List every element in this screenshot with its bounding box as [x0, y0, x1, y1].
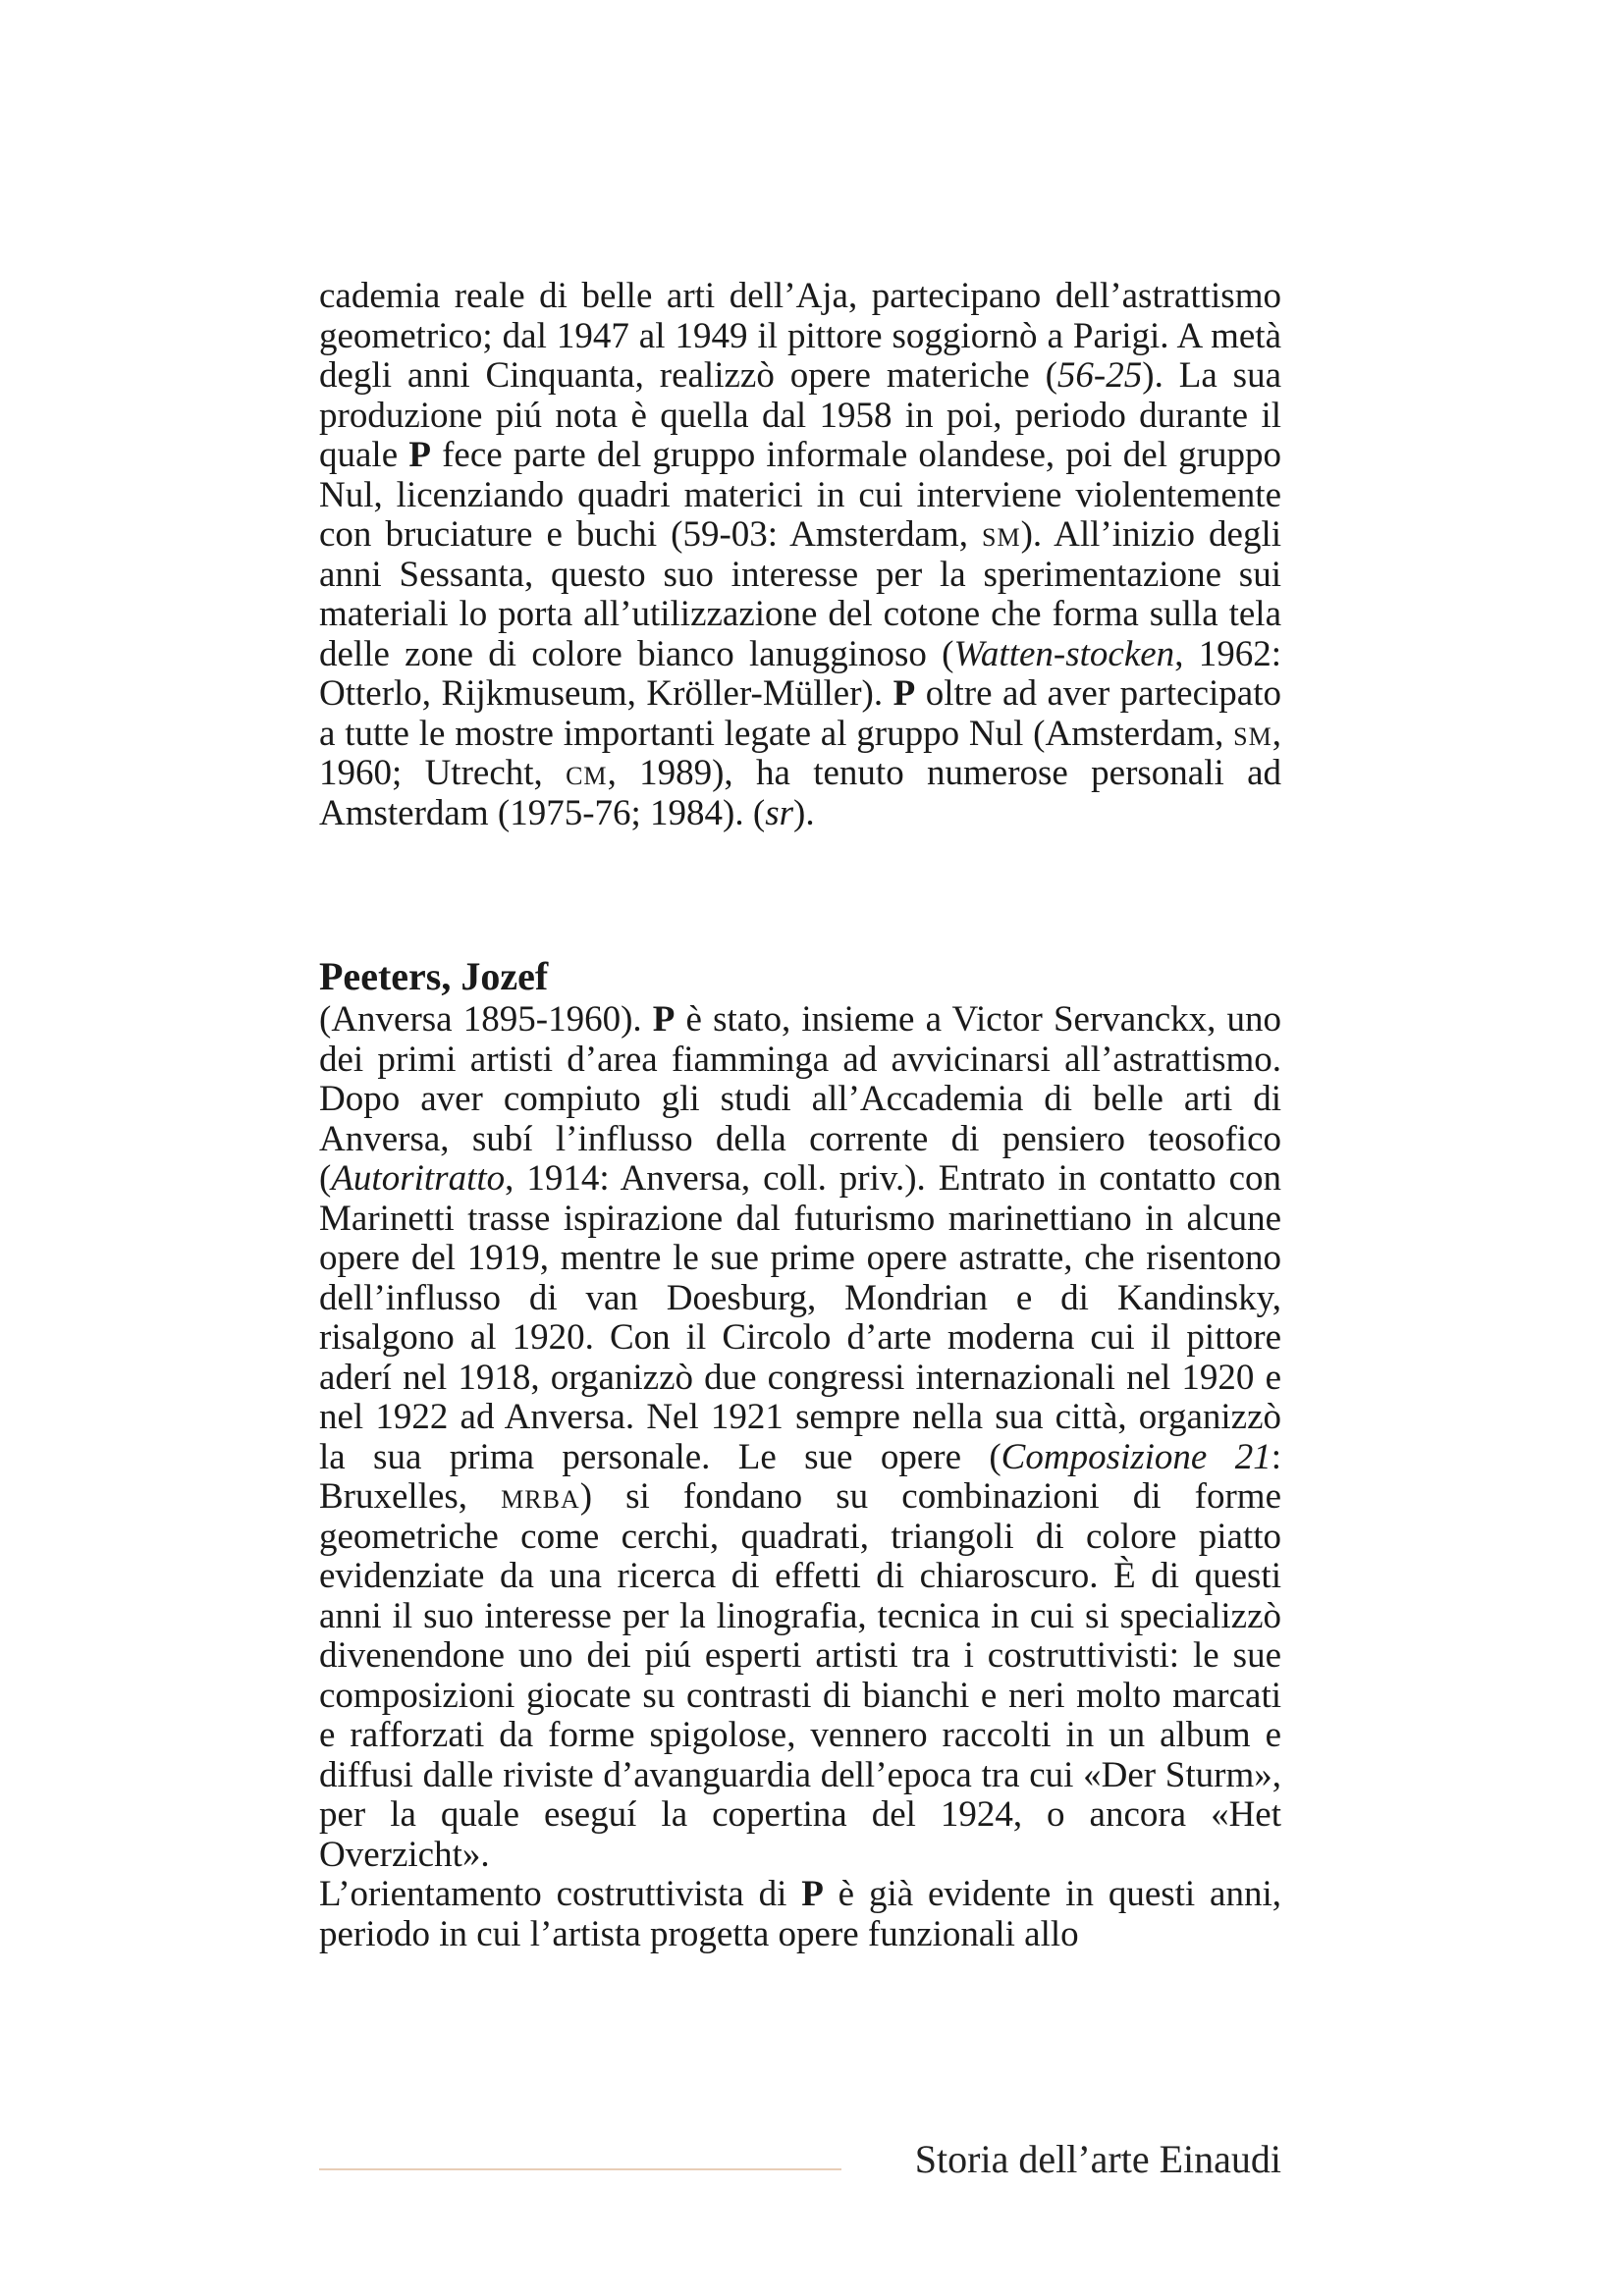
small-caps-abbreviation: mrba: [501, 1476, 580, 1517]
italic-run: Composizione 21: [1001, 1436, 1271, 1477]
text-run: è stato, insieme a Victor Servanckx, uno dei primi artisti d’area fiamminga ad avvicinarsi all’astrattismo. Dopo aver compiuto gli studi all’Accademia di belle arti di Anversa, subí l’influsso della corrente di pensiero teosofico (: [319, 999, 1282, 1199]
author-initials: sr: [765, 792, 794, 833]
text-run: L’orientamento costruttivista di: [319, 1874, 802, 1914]
text-run: , 1914: Anversa, coll. priv.). Entrato in contatto con Marinetti trasse ispirazione dal futurismo marinettiano in alcune opere del 1919, mentre le sue prime opere astratte, che risentono dell’influsso di van Doesburg, Mondrian e di Kandinsky, risalgono al 1920. Con il Circolo d’arte moderna cui il pittore aderí nel 1918, organizzò due congressi internazionali nel 1920 e nel 1922 ad Anversa. Nel 1921 sempre nella sua città, organizzò la sua prima personale. Le sue opere (: [319, 1158, 1281, 1477]
continuation-paragraph: [319, 277, 1281, 833]
entry-paragraph: [319, 1000, 1281, 1875]
footer-rule: [319, 2168, 841, 2170]
bold-initial: P: [408, 435, 431, 475]
text-run: , 1989), ha tenuto numerose personali ad Amsterdam (1975-76; 1984). (: [319, 753, 1281, 833]
text-run: , 1962: Otterlo, Rijkmuseum, Kröller-Müller).: [319, 633, 1281, 714]
italic-run: Watten-stocken: [953, 633, 1175, 674]
footer-title: Storia dell’arte Einaudi: [914, 2137, 1281, 2181]
text-run: cademia reale di belle arti dell’Aja, partecipano dell’astrattismo geometrico; dal 1947 al 1949 il pittore soggiornò a Parigi. A metà degli anni Cinquanta, realizzò opere materiche (: [319, 276, 1281, 396]
text-run: , 1960; Utrecht,: [319, 713, 1281, 793]
small-caps-abbreviation: sm: [981, 514, 1021, 555]
entry-heading: Peeters, Jozef: [319, 954, 549, 998]
small-caps-abbreviation: cm: [566, 753, 608, 793]
text-run: è già evidente in questi anni, periodo in cui l’artista progetta opere funzionali allo: [319, 1874, 1281, 1954]
entry-peeters: [319, 955, 1281, 1954]
bold-initial: P: [652, 999, 676, 1040]
bold-initial: P: [893, 673, 916, 714]
text-run: ) si fondano su combinazioni di forme geometriche come cerchi, quadrati, triangoli di colore piatto evidenziate da una ricerca di effetti di chiaroscuro. È di questi anni il suo interesse per la linografia, tecnica in cui si specializzò divenendone uno dei piú esperti artisti tra i costruttivisti: le sue composizioni giocate su contrasti di bianchi e neri molto marcati e rafforzati da forme spigolose, vennero raccolti in un album e diffusi dalle riviste d’avanguardia dell’epoca tra cui «Der Sturm», per la quale eseguí la copertina del 1924, o ancora «Het Overzicht».: [319, 1476, 1281, 1875]
text-run: : Bruxelles,: [319, 1436, 1281, 1517]
entry-paragraph: [319, 1875, 1281, 1954]
text-run: ). La sua produzione piú nota è quella dal 1958 in poi, periodo durante il quale: [319, 355, 1281, 475]
text-run: oltre ad aver partecipato a tutte le mostre importanti legate al gruppo Nul (Amsterdam,: [319, 673, 1282, 754]
text-run: fece parte del gruppo informale olandese, poi del gruppo Nul, licenziando quadri materici in cui interviene violentemente con bruciature e buchi (59-03: Amsterdam,: [319, 435, 1281, 555]
page-footer: [319, 2135, 1281, 2186]
continuation-text: [319, 277, 1281, 833]
italic-run: Autoritratto: [331, 1158, 506, 1199]
text-run: ).: [793, 792, 815, 833]
italic-run: 56-25: [1056, 355, 1143, 396]
text-run: (Anversa 1895-1960).: [319, 999, 653, 1040]
small-caps-abbreviation: sm: [1233, 713, 1272, 754]
text-run: ). All’inizio degli anni Sessanta, questo suo interesse per la sperimentazione sui materiali lo porta all’utilizzazione del cotone che forma sulla tela delle zone di colore bianco lanugginoso (: [319, 514, 1282, 674]
bold-initial: P: [801, 1874, 824, 1914]
